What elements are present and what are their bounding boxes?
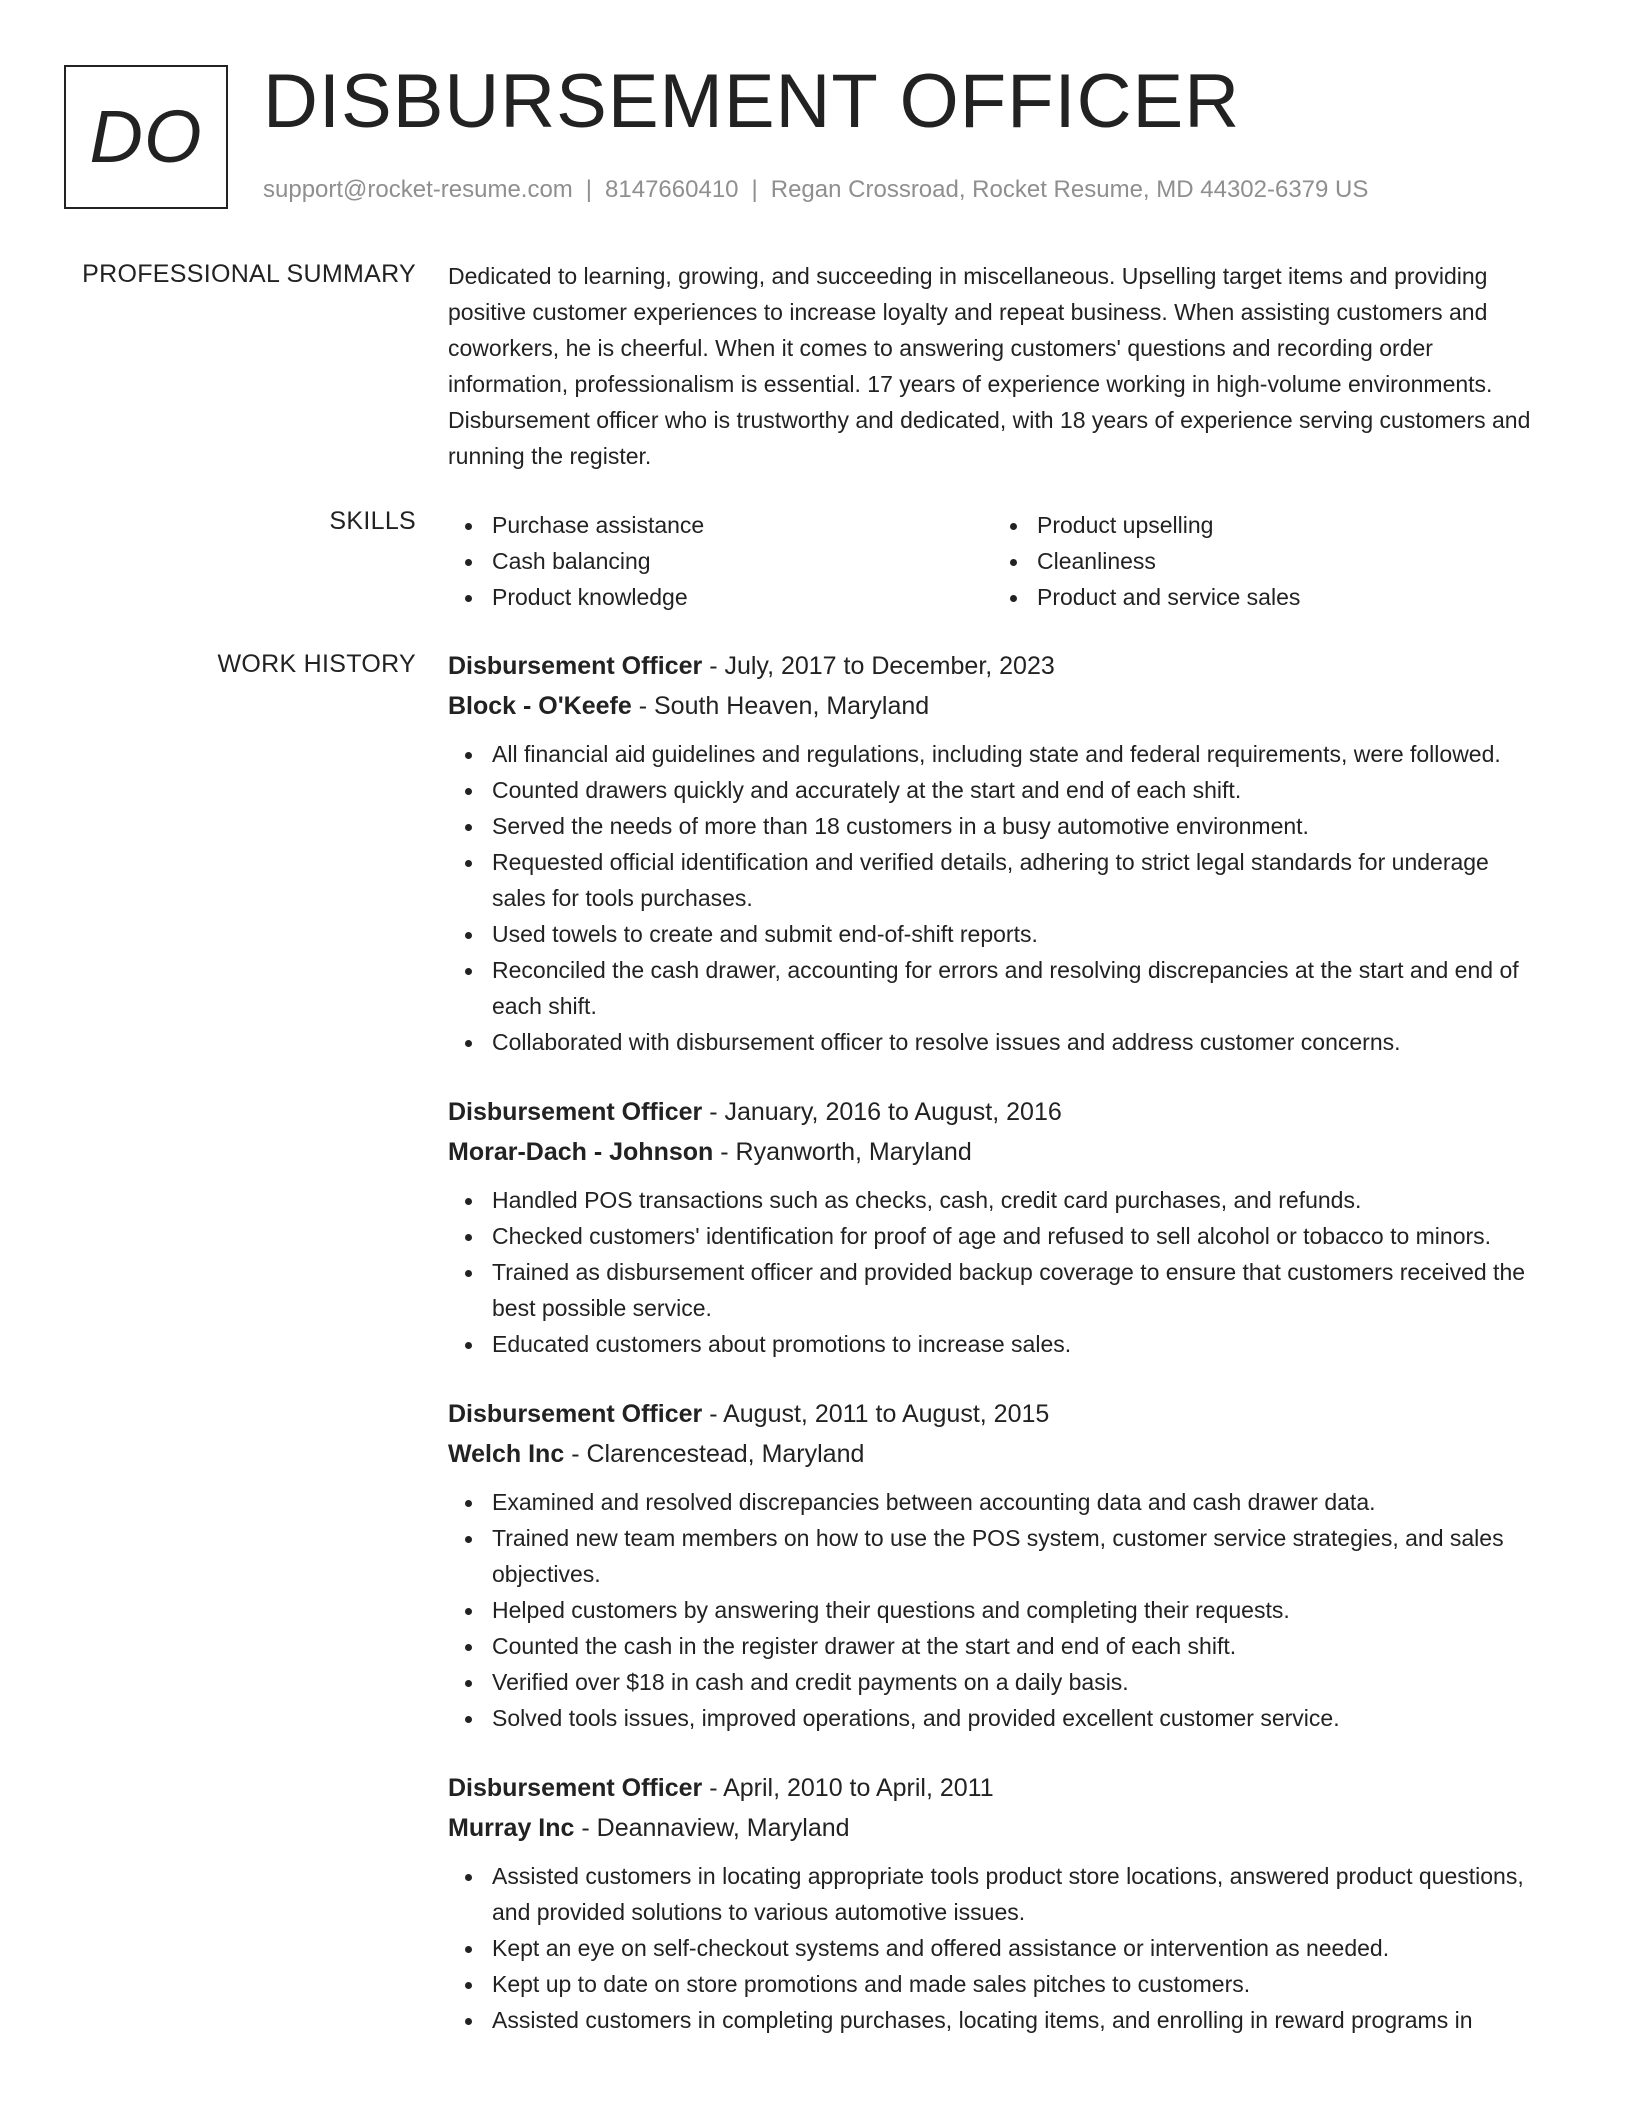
job-title: Disbursement Officer: [448, 652, 703, 680]
skill-item: Cleanliness: [993, 543, 1538, 579]
job-title-line: Disbursement Officer - January, 2016 to August, 2016: [448, 1098, 1062, 1126]
contact-email: support@rocket-resume.com: [263, 176, 573, 203]
job-location: Clarencestead, Maryland: [586, 1440, 865, 1468]
job-duties: [448, 1182, 1538, 1362]
job-title: Disbursement Officer: [448, 1400, 703, 1428]
job-duty: Examined and resolved discrepancies between accounting data and cash drawer data.: [448, 1484, 1538, 1520]
job-duty: Helped customers by answering their questions and completing their requests.: [448, 1592, 1538, 1628]
job-company-line: Welch Inc - Clarencestead, Maryland: [448, 1440, 865, 1468]
contact-line: [263, 176, 1368, 204]
job-entry: [448, 1394, 1538, 1736]
job-duty: Kept an eye on self-checkout systems and offered assistance or intervention as needed.: [448, 1930, 1538, 1966]
job-duty: Served the needs of more than 18 customers in a busy automotive environment.: [448, 808, 1538, 844]
skill-item: Product upselling: [993, 507, 1538, 543]
job-company: Block - O'Keefe: [448, 692, 632, 720]
summary-text: Dedicated to learning, growing, and succeeding in miscellaneous. Upselling target items and providing positive customer experiences to increase loyalty and repeat business. When assisting customers and coworkers, he is cheerful. When it comes to answering customers' questions and recording order information, professionalism is essential. 17 years of experience working in high-volume environments. Disbursement officer who is trustworthy and dedicated, with 18 years of experience serving customers and running the register.: [448, 263, 1531, 469]
job-location: South Heaven, Maryland: [654, 692, 930, 720]
job-duties: [448, 736, 1538, 1060]
job-title: Disbursement Officer: [448, 1098, 703, 1126]
skills-list: [448, 507, 1538, 615]
job-duty: Trained as disbursement officer and provided backup coverage to ensure that customers received the best possible service.: [448, 1254, 1538, 1326]
skill-item: Product and service sales: [993, 579, 1538, 615]
job-company-line: Murray Inc - Deannaview, Maryland: [448, 1814, 850, 1842]
job-entry: [448, 1092, 1538, 1362]
job-duty: Trained new team members on how to use the POS system, customer service strategies, and sales objectives.: [448, 1520, 1538, 1592]
job-duty: Kept up to date on store promotions and made sales pitches to customers.: [448, 1966, 1538, 2002]
job-dates: July, 2017 to December, 2023: [724, 652, 1055, 680]
monogram-initials: DO: [89, 95, 203, 178]
candidate-name: DISBURSEMENT OFFICER: [263, 59, 1241, 144]
job-duty: Requested official identification and verified details, adhering to strict legal standards for underage sales for tools purchases.: [448, 844, 1538, 916]
contact-separator: |: [585, 176, 593, 203]
job-location: Ryanworth, Maryland: [735, 1138, 972, 1166]
job-title: Disbursement Officer: [448, 1774, 703, 1802]
job-duty: Handled POS transactions such as checks, cash, credit card purchases, and refunds.: [448, 1182, 1538, 1218]
job-company: Morar-Dach - Johnson: [448, 1138, 714, 1166]
job-duty: Counted the cash in the register drawer at the start and end of each shift.: [448, 1628, 1538, 1664]
job-company: Welch Inc: [448, 1440, 565, 1468]
job-duty: Verified over $18 in cash and credit payments on a daily basis.: [448, 1664, 1538, 1700]
job-duty: Educated customers about promotions to increase sales.: [448, 1326, 1538, 1362]
job-dates: January, 2016 to August, 2016: [724, 1098, 1062, 1126]
job-duty: Counted drawers quickly and accurately at the start and end of each shift.: [448, 772, 1538, 808]
job-duty: Used towels to create and submit end-of-shift reports.: [448, 916, 1538, 952]
skills-column-left: [448, 507, 993, 615]
contact-separator: |: [751, 176, 758, 203]
skill-item: Product knowledge: [448, 579, 993, 615]
contact-phone: 8147660410: [605, 176, 739, 203]
job-duty: Reconciled the cash drawer, accounting for errors and resolving discrepancies at the start and end of each shift.: [448, 952, 1538, 1024]
job-duties: [448, 1858, 1538, 2038]
skills-heading: SKILLS: [329, 507, 416, 535]
job-entry: [448, 646, 1538, 1060]
summary-heading: PROFESSIONAL SUMMARY: [82, 260, 416, 288]
job-dates: April, 2010 to April, 2011: [723, 1774, 994, 1802]
job-duty: Collaborated with disbursement officer to resolve issues and address customer concerns.: [448, 1024, 1538, 1060]
job-dates: August, 2011 to August, 2015: [723, 1400, 1050, 1428]
skills-column-right: [993, 507, 1538, 615]
job-company-line: Block - O'Keefe - South Heaven, Maryland: [448, 692, 930, 720]
job-duty: All financial aid guidelines and regulations, including state and federal requirements, were followed.: [448, 736, 1538, 772]
job-company: Murray Inc: [448, 1814, 575, 1842]
job-duties: [448, 1484, 1538, 1736]
job-entry: [448, 1768, 1538, 2038]
job-duty: Solved tools issues, improved operations, and provided excellent customer service.: [448, 1700, 1538, 1736]
job-title-line: Disbursement Officer - July, 2017 to December, 2023: [448, 652, 1055, 680]
job-duty: Assisted customers in locating appropriate tools product store locations, answered product questions, and provided solutions to various automotive issues.: [448, 1858, 1538, 1930]
job-title-line: Disbursement Officer - April, 2010 to April, 2011: [448, 1774, 994, 1802]
work-history-list: [448, 646, 1538, 2070]
skill-item: Cash balancing: [448, 543, 993, 579]
job-title-line: Disbursement Officer - August, 2011 to August, 2015: [448, 1400, 1050, 1428]
job-duty: Checked customers' identification for proof of age and refused to sell alcohol or tobacco to minors.: [448, 1218, 1538, 1254]
job-company-line: Morar-Dach - Johnson - Ryanworth, Maryland: [448, 1138, 972, 1166]
job-duty: Assisted customers in completing purchases, locating items, and enrolling in reward programs in: [448, 2002, 1538, 2038]
contact-address: Regan Crossroad, Rocket Resume, MD 44302-6379 US: [770, 176, 1369, 203]
skill-item: Purchase assistance: [448, 507, 993, 543]
monogram-box: [64, 65, 228, 209]
work-history-heading: WORK HISTORY: [217, 650, 416, 678]
job-location: Deannaview, Maryland: [596, 1814, 850, 1842]
